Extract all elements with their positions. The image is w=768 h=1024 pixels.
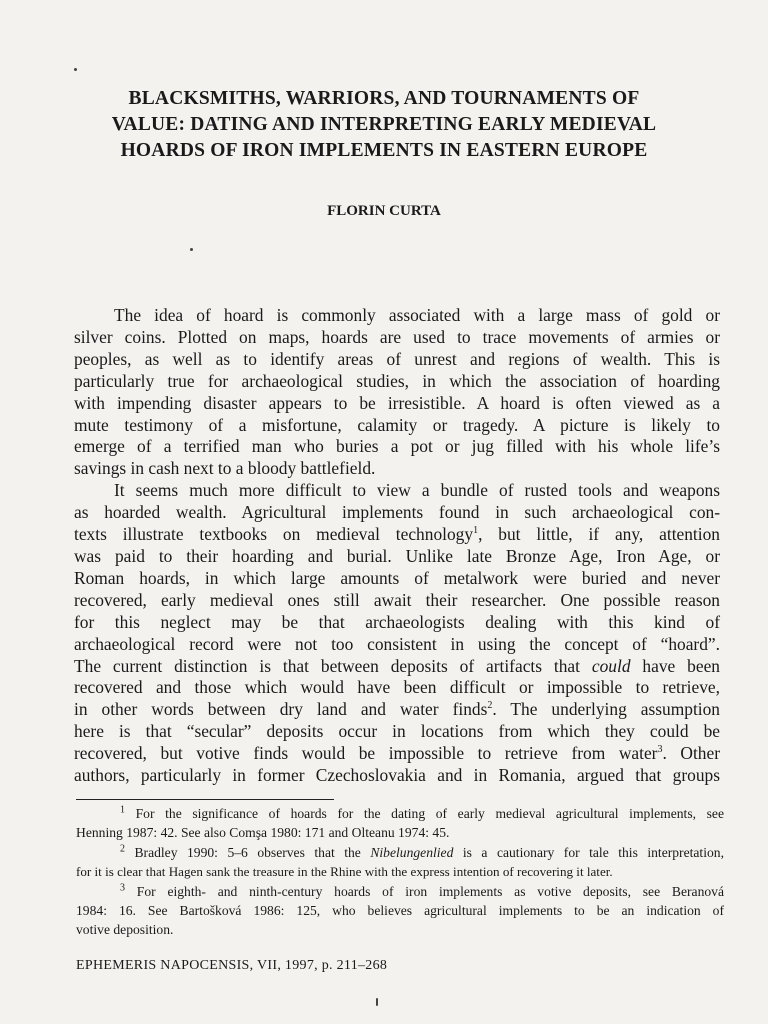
footnote-2	[76, 843, 724, 862]
text-line: as hoarded wealth. Agricultural implements found in such archaeological con-	[74, 502, 720, 523]
text-run: have been	[630, 655, 720, 676]
text-line: here is that “secular” deposits occur in locations from which they could be	[74, 721, 720, 742]
text-line: emerge of a terrified man who buries a pot or jug filled with his whole life’s	[74, 436, 720, 457]
title-line: VALUE: DATING AND INTERPRETING EARLY MEDIEVAL	[111, 114, 657, 135]
text-line	[74, 656, 720, 678]
text-run: recovered, but votive finds would be impossible to retrieve from water	[74, 743, 658, 764]
text-line: with impending disaster appears to be irresistible. A hoard is often viewed as a	[74, 392, 720, 413]
footnote-mark: 2	[120, 843, 125, 855]
footnote-text: For the significance of hoards for the dating of early medieval agricultural implements, see	[135, 806, 724, 821]
text-run: texts illustrate textbooks on medieval technology	[74, 524, 474, 545]
scan-speck	[190, 248, 193, 251]
scan-speck	[376, 998, 378, 1006]
text-run: . The underlying assumption	[492, 699, 721, 720]
emphasis: Nibelungenlied	[370, 844, 454, 860]
footnote-ref-1[interactable]: 1	[473, 525, 479, 537]
footnote-line: votive deposition.	[76, 922, 174, 938]
title-line: HOARDS OF IRON IMPLEMENTS IN EASTERN EUROPE	[120, 140, 648, 161]
text-run: , but little, if any, attention	[478, 524, 720, 545]
footnote-ref-2[interactable]: 2	[487, 700, 493, 712]
author-name: FLORIN CURTA	[327, 203, 441, 219]
text-line: The idea of hoard is commonly associated with a large mass of gold or	[114, 305, 720, 325]
text-line: authors, particularly in former Czechoslovakia and in Romania, argued that groups	[74, 765, 720, 786]
text-line: for this neglect may be that archaeologists dealing with this kind of	[74, 611, 720, 632]
footnote-divider	[76, 799, 334, 800]
paragraph-2	[74, 480, 720, 787]
text-line: recovered and those which would have been difficult or impossible to retrieve,	[74, 677, 720, 698]
footnote-1	[76, 804, 724, 823]
text-line: mute testimony of a misfortune, calamity or tragedy. A picture is likely to	[74, 414, 720, 435]
footnote-mark: 1	[120, 804, 125, 816]
footnote-text: is a cautionary for tale this interpretation,	[453, 844, 724, 860]
text-line: silver coins. Plotted on maps, hoards are used to trace movements of armies or	[74, 326, 720, 347]
text-line	[74, 743, 720, 765]
footnote-mark: 3	[120, 882, 125, 894]
footnote-line: Henning 1987: 42. See also Comşa 1980: 171 and Olteanu 1974: 45.	[76, 825, 450, 841]
text-line: particularly true for archaeological studies, in which the association of hoarding	[74, 370, 720, 391]
article-body	[74, 305, 720, 787]
text-line: was paid to their hoarding and burial. Unlike late Bronze Age, Iron Age, or	[74, 545, 720, 566]
text-line: savings in cash next to a bloody battlefield.	[74, 458, 376, 479]
footnote-line: 1984: 16. See Bartošková 1986: 125, who believes agricultural implements to be an indication of	[76, 903, 724, 919]
text-line: It seems much more difficult to view a bundle of rusted tools and weapons	[114, 480, 720, 501]
footnote-text: Bradley 1990: 5–6 observes that the	[134, 844, 371, 860]
text-run: The current distinction is that between deposits of artifacts that	[74, 655, 592, 676]
footnote-line: for it is clear that Hagen sank the treasure in the Rhine with the express intention of recovering it later.	[76, 864, 613, 880]
text-line: peoples, as well as to identify areas of unrest and regions of wealth. This is	[74, 348, 720, 369]
title-line: BLACKSMITHS, WARRIORS, AND TOURNAMENTS OF	[128, 88, 640, 109]
text-line	[74, 699, 720, 721]
text-line	[74, 524, 720, 546]
footnote-text: For eighth- and ninth-century hoards of iron implements as votive deposits, see Beranová	[136, 883, 724, 899]
article-title	[60, 86, 708, 164]
text-line: recovered, early medieval ones still await their researcher. One possible reason	[74, 589, 720, 610]
emphasis: could	[591, 655, 631, 676]
footnotes	[76, 804, 724, 940]
paragraph-1	[74, 305, 720, 480]
footnote-ref-3[interactable]: 3	[657, 744, 663, 756]
text-run: in other words between dry land and water finds	[74, 699, 488, 720]
footnote-3	[76, 882, 724, 901]
journal-citation: EPHEMERIS NAPOCENSIS, VII, 1997, p. 211–268	[76, 958, 388, 973]
text-run: . Other	[662, 743, 720, 764]
text-line: Roman hoards, in which large amounts of metalwork were buried and never	[74, 567, 720, 588]
scan-speck	[74, 68, 77, 71]
text-line: archaeological record were not too consistent in using the concept of “hoard”.	[74, 633, 720, 654]
